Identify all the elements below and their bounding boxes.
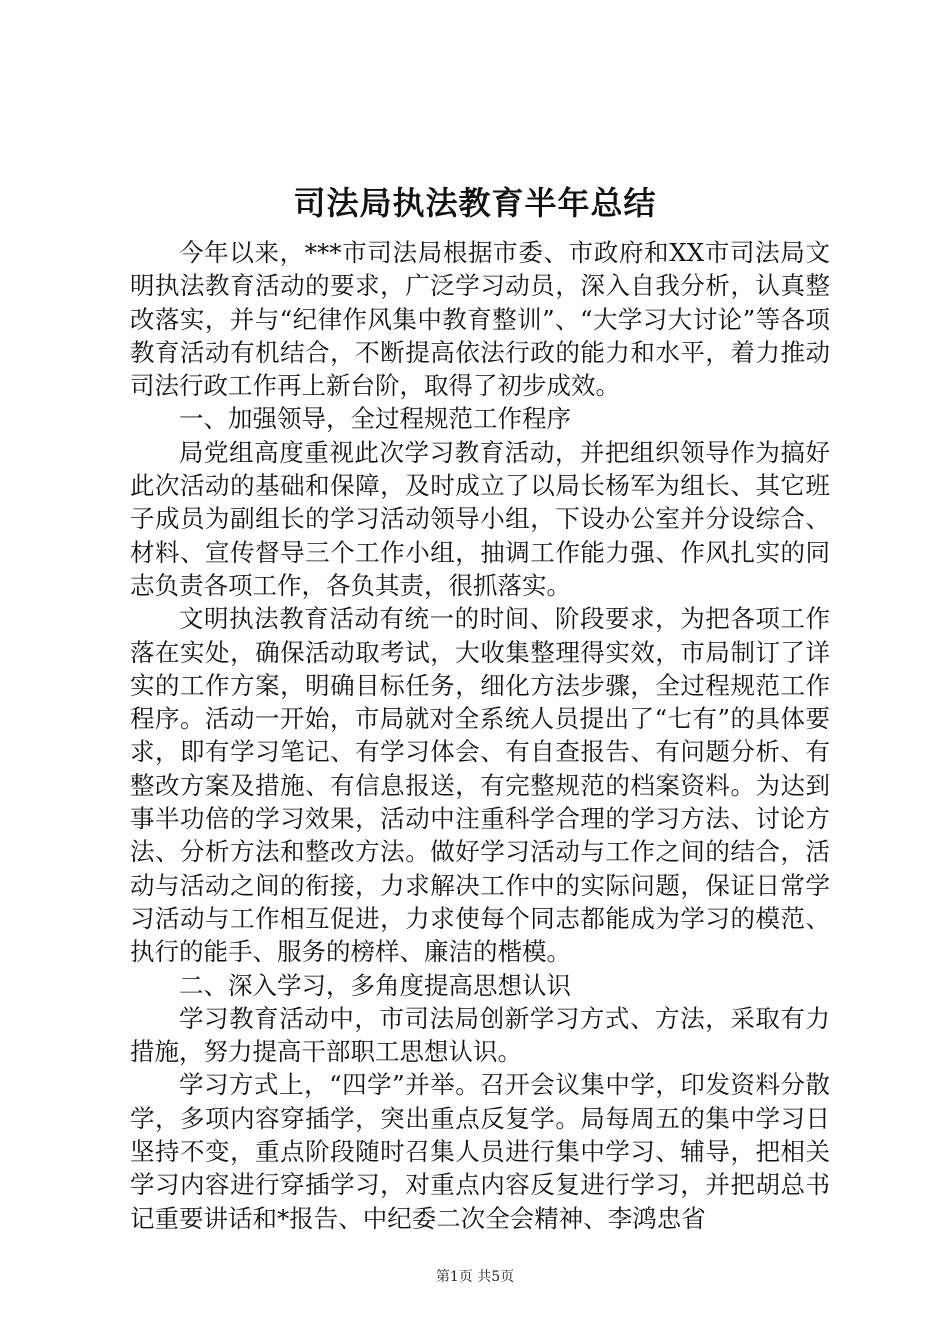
page-number-footer: 第1页 共5页	[435, 1269, 515, 1285]
paragraph-study-methods: 学习方式上，“四学”并举。召开会议集中学，印发资料分散学，多项内容穿插学，突出重点反复学。局每周五的集中学习日坚持不变，重点阶段随时召集人员进行集中学习、辅导，把相关学习内容进行穿插学习，对重点内容反复进行学习，并把胡总书记重要讲话和*报告、中纪委二次全会精神、李鸿忠省	[130, 1070, 830, 1233]
paragraph-intro: 今年以来，***市司法局根据市委、市政府和XX市司法局文明执法教育活动的要求，广泛学习动员，深入自我分析，认真整改落实，并与“纪律作风集中教育整训”、“大学习大讨论”等各项教育活动有机结合，不断提高依法行政的能力和水平，着力推动司法行政工作再上新台阶，取得了初步成效。	[130, 238, 830, 401]
paragraph-study-intro: 学习教育活动中，市司法局创新学习方式、方法，采取有力措施，努力提高干部职工思想认识。	[130, 1003, 830, 1067]
paragraph-leadership: 局党组高度重视此次学习教育活动，并把组织领导作为搞好此次活动的基础和保障，及时成立了以局长杨军为组长、其它班子成员为副组长的学习活动领导小组，下设办公室并分设综合、材料、宣传督导三个工作小组，抽调工作能力强、作风扎实的同志负责各项工作，各负其责，很抓落实。	[130, 437, 830, 600]
section-heading-1: 一、加强领导，全过程规范工作程序	[179, 404, 571, 434]
document-title: 司法局执法教育半年总结	[293, 184, 657, 222]
document-body	[130, 236, 830, 1235]
section-heading-2: 二、深入学习，多角度提高思想认识	[179, 970, 571, 1000]
paragraph-procedure: 文明执法教育活动有统一的时间、阶段要求，为把各项工作落在实处，确保活动取考试，大收集整理得实效，市局制订了详实的工作方案，明确目标任务，细化方法步骤，全过程规范工作程序。活动一开始，市局就对全系统人员提出了“七有”的具体要求，即有学习笔记、有学习体会、有自查报告、有问题分析、有整改方案及措施、有信息报送，有完整规范的档案资料。为达到事半功倍的学习效果，活动中注重科学合理的学习方法、讨论方法、分析方法和整改方法。做好学习活动与工作之间的结合，活动与活动之间的衔接，力求解决工作中的实际问题，保证日常学习活动与工作相互促进，力求使每个同志都能成为学习的模范、执行的能手、服务的榜样、廉洁的楷模。	[130, 604, 830, 967]
